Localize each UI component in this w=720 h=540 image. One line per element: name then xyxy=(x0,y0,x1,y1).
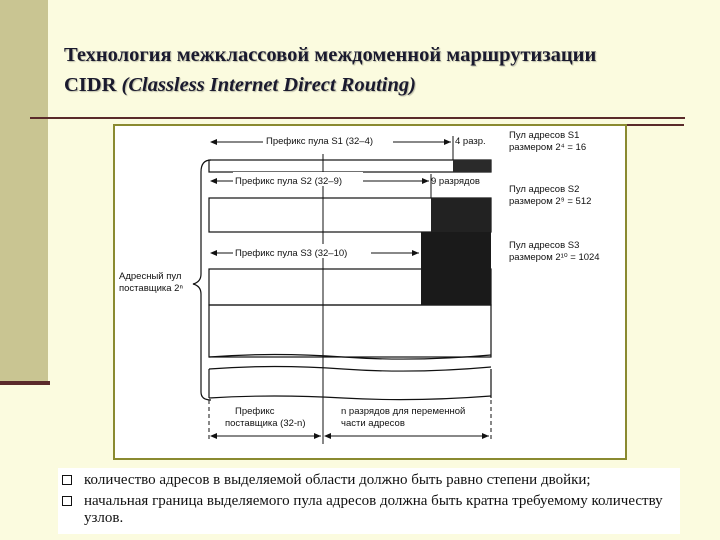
slide-title-line2 xyxy=(64,70,704,100)
slide-title-line1: Технология межклассовой междоменной маршрутизации xyxy=(64,44,597,66)
block-wavy-bottom xyxy=(209,396,491,400)
provider-pool-label-1: Адресный пул xyxy=(119,271,182,282)
block-s1 xyxy=(209,160,491,172)
pool-s1-name-label: Пул адресов S1 xyxy=(509,130,580,141)
slide-title-expansion: (Classless Internet Direct Routing) xyxy=(121,74,416,96)
provider-pool-label-2: поставщика 2ⁿ xyxy=(119,283,183,294)
pool-s1-size-label: размером 2⁴ = 16 xyxy=(509,142,587,153)
pool-s1-prefix-label: Префикс пула S1 (32–4) xyxy=(266,136,374,147)
variable-part-label-2: части адресов xyxy=(341,418,405,429)
pool-s3-name-label: Пул адресов S3 xyxy=(509,240,580,251)
pool-s2-name-label: Пул адресов S2 xyxy=(509,184,580,195)
checkbox-bullet-icon xyxy=(62,475,72,485)
bullet-item xyxy=(58,493,680,527)
variable-part-label-1: n разрядов для переменной xyxy=(341,406,466,417)
block-rest xyxy=(209,305,491,357)
bullet-item xyxy=(58,472,680,489)
provider-prefix-label-1: Префикс xyxy=(235,406,275,417)
left-accent-rule xyxy=(0,381,50,385)
bullet-text: количество адресов в выделяемой области должно быть равно степени двойки; xyxy=(84,472,591,488)
title-divider xyxy=(30,117,685,119)
block-wavy-mid xyxy=(209,367,491,372)
pool-s2-size-label: размером 2⁹ = 512 xyxy=(509,196,592,207)
checkbox-bullet-icon xyxy=(62,496,72,506)
pool-s2-prefix-label: Префикс пула S2 (32–9) xyxy=(235,176,343,187)
bullet-text: начальная граница выделяемого пула адресов должна быть кратна требуемому количеству узлов. xyxy=(84,493,663,526)
pool-s2-shade xyxy=(431,198,491,232)
slide-title xyxy=(64,40,704,100)
pool-s3-prefix-label: Префикс пула S3 (32–10) xyxy=(235,248,348,259)
pool-s1-bits-label: 4 разр. xyxy=(455,136,486,147)
provider-pool-brace xyxy=(193,160,211,400)
pool-s2-bits-label: 9 разрядов xyxy=(431,176,480,187)
bullet-list xyxy=(58,468,680,534)
provider-prefix-label-2: поставщика (32-n) xyxy=(225,418,306,429)
pool-s3-size-label: размером 2¹⁰ = 1024 xyxy=(509,252,600,263)
left-accent-bar xyxy=(0,0,48,385)
cidr-diagram xyxy=(113,124,627,460)
pool-s3-shade xyxy=(421,232,491,305)
slide-title-cidr: CIDR xyxy=(64,74,117,96)
pool-s1-shade xyxy=(453,160,491,172)
